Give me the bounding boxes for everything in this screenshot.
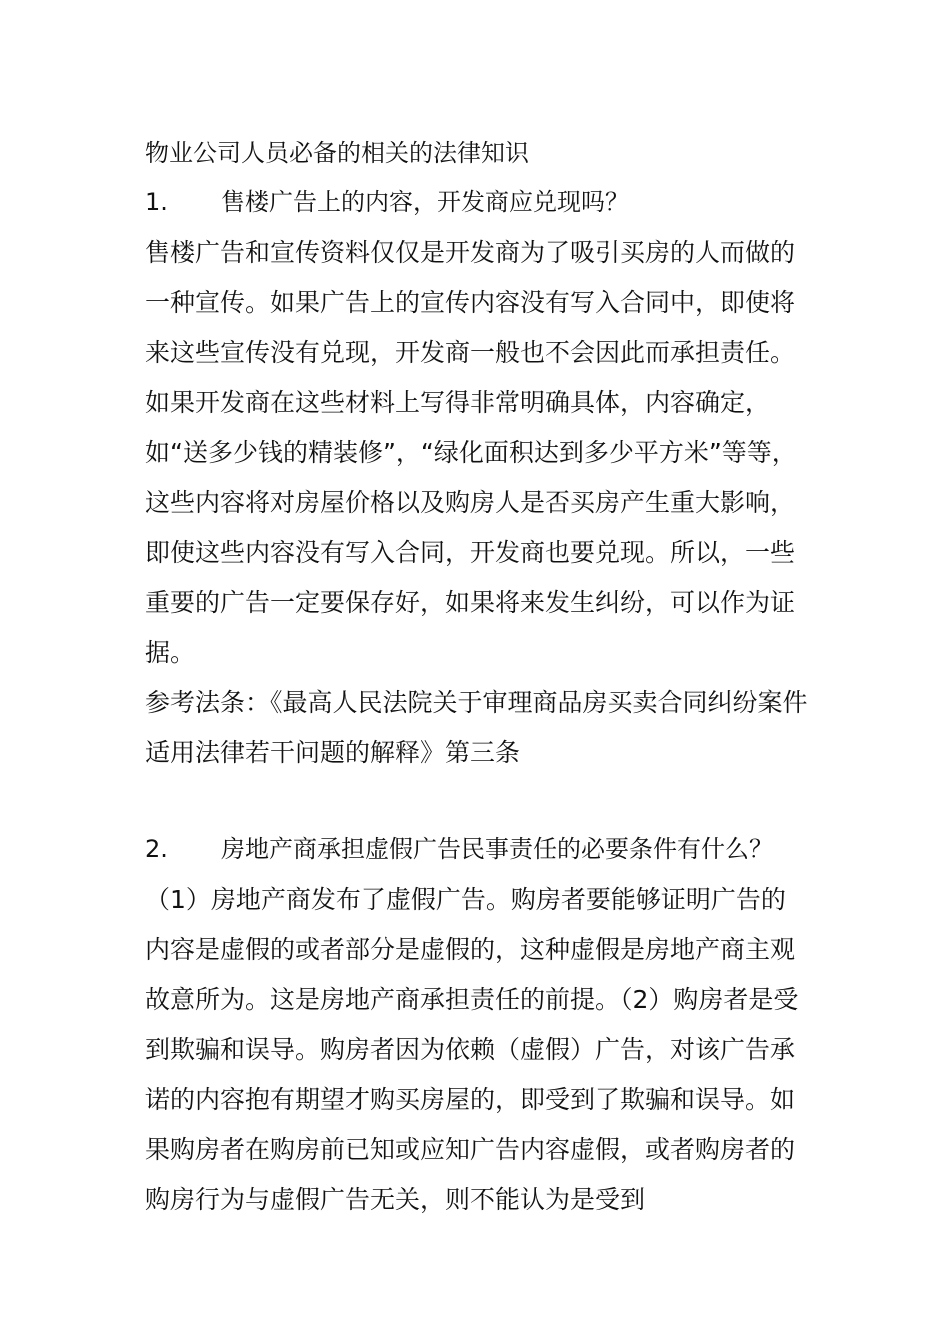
answer-1-paragraph: 售楼广告和宣传资料仅仅是开发商为了吸引买房的人而做的一种宣传。如果广告上的宣传内容没有写入合同中，即使将来这些宣传没有兑现，开发商一般也不会因此而承担责任。如果开发商在这些材料上写得非常明确具体，内容确定，如“送多少钱的精装修”，“绿化面积达到多少平方米”等等，这些内容将对房屋价格以及购房人是否买房产生重大影响，即使这些内容没有写入合同，开发商也要兑现。所以，一些重要的广告一定要保存好，如果将来发生纠纷，可以作为证据。 bbox=[145, 238, 797, 667]
section-2-body bbox=[145, 875, 810, 1225]
reference-1-paragraph: 参考法条：《最高人民法院关于审理商品房买卖合同纠纷案件适用法律若干问题的解释》第三条 bbox=[145, 688, 808, 767]
question-2-text: 房地产商承担虚假广告民事责任的必要条件有什么？ bbox=[221, 835, 773, 863]
question-1-text: 售楼广告上的内容，开发商应兑现吗？ bbox=[221, 188, 629, 216]
question-1 bbox=[145, 185, 629, 219]
question-1-number: 1. bbox=[145, 188, 168, 216]
question-2-number: 2. bbox=[145, 835, 168, 863]
question-2 bbox=[145, 832, 773, 866]
section-1-body bbox=[145, 228, 810, 778]
answer-2-paragraph: （1）房地产商发布了虚假广告。购房者要能够证明广告的内容是虚假的或者部分是虚假的，这种虚假是房地产商主观故意所为。这是房地产商承担责任的前提。（2）购房者是受到欺骗和误导。购房者因为依赖（虚假）广告，对该广告承诺的内容抱有期望才购买房屋的，即受到了欺骗和误导。如果购房者在购房前已知或应知广告内容虚假，或者购房者的购房行为与虚假广告无关，则不能认为是受到 bbox=[145, 885, 799, 1214]
page-title: 物业公司人员必备的相关的法律知识 bbox=[145, 139, 529, 167]
